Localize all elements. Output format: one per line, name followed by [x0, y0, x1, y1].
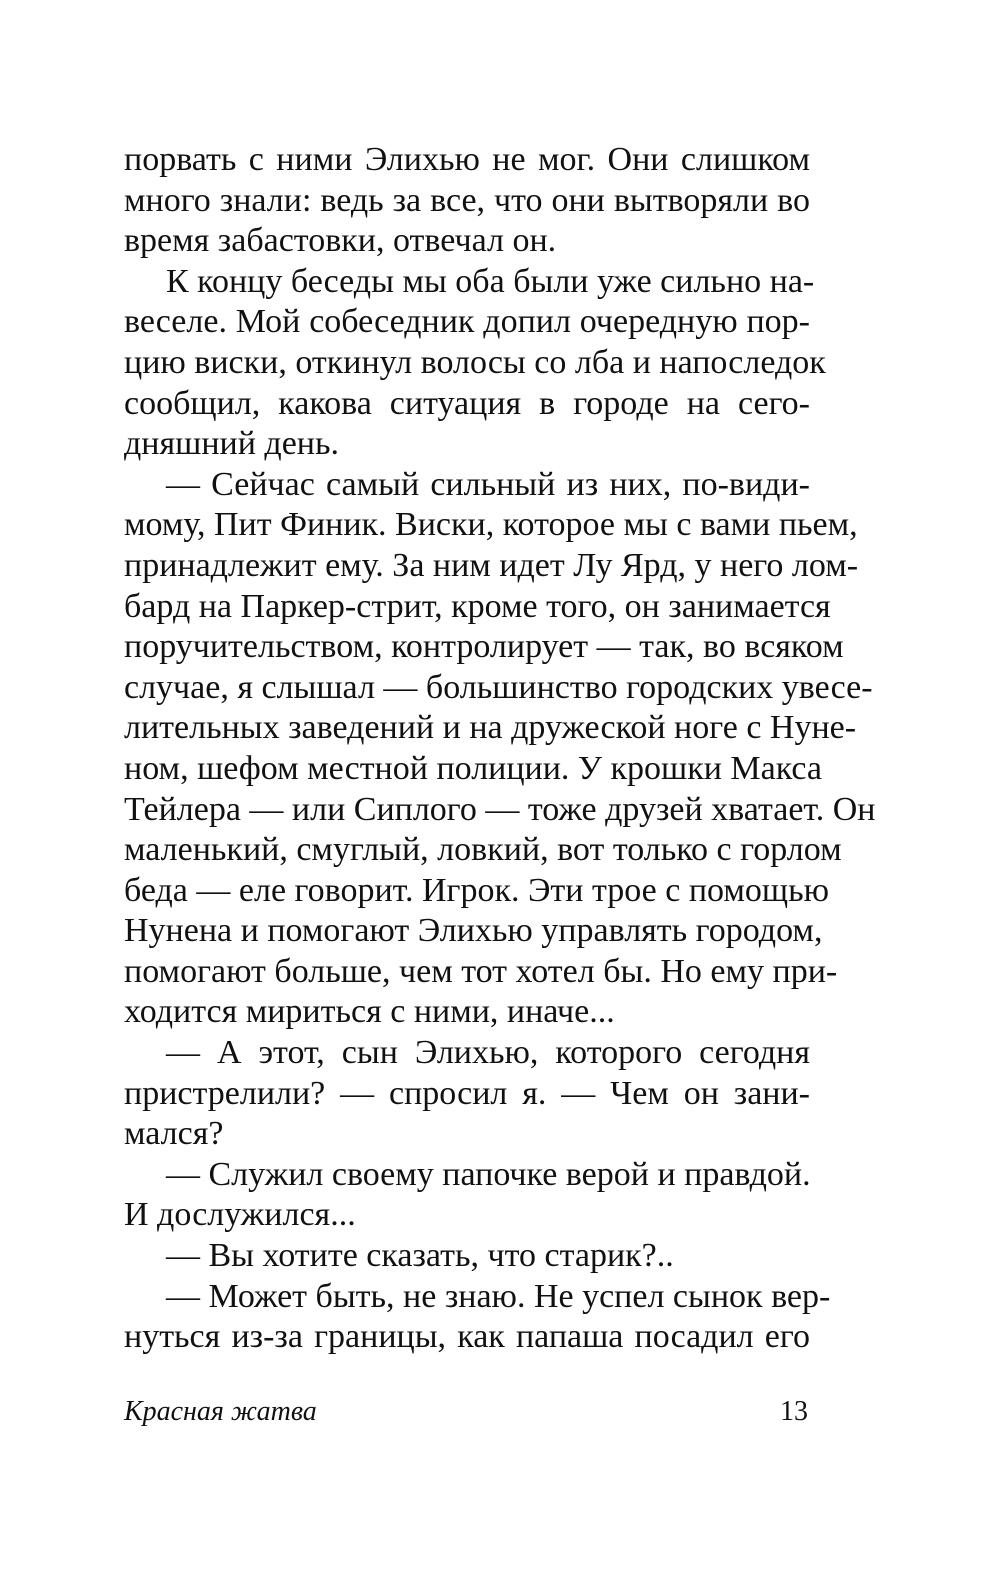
- text-line: цию виски, откинул волосы со лба и напоследок: [124, 343, 826, 381]
- text-line: нуться из-за границы, как папаша посадил его: [124, 1318, 810, 1356]
- text-line: поручительством, контролирует — так, во всяком: [124, 628, 844, 666]
- running-title: Красная жатва: [124, 1396, 317, 1427]
- text-line: ходится мириться с ними, иначе...: [124, 993, 615, 1031]
- text-line: мому, Пит Финик. Виски, которое мы с вами пьем,: [124, 506, 858, 544]
- text-line: лительных заведений и на дружеской ноге с Нуне-: [124, 709, 857, 747]
- text-line: много знали: ведь за все, что они вытворяли во: [124, 181, 810, 219]
- text-line: пристрелили? — спросил я. — Чем он зани-: [124, 1074, 810, 1112]
- page-body-text: [124, 140, 876, 1358]
- text-line: веселе. Мой собеседник допил очередную пор-: [124, 303, 810, 341]
- text-line: беда — еле говорит. Игрок. Эти трое с помощью: [124, 871, 829, 909]
- page-number: 13: [780, 1396, 808, 1427]
- text-line: помогают больше, чем тот хотел бы. Но ему при-: [124, 952, 838, 990]
- text-line: — Сейчас самый сильный из них, по-види-: [166, 465, 810, 503]
- text-line: Тейлера — или Сиплого — тоже друзей хватает. Он: [124, 790, 876, 828]
- text-line: мался?: [124, 1115, 224, 1153]
- text-line: время забастовки, отвечал он.: [124, 222, 557, 260]
- text-line: Нунена и помогают Элихью управлять городом,: [124, 912, 823, 950]
- page-footer: [124, 1392, 810, 1432]
- text-line: порвать с ними Элихью не мог. Они слишком: [124, 141, 810, 178]
- text-line: — Может быть, не знаю. Не успел сынок вер-: [166, 1277, 831, 1315]
- text-line: принадлежит ему. За ним идет Лу Ярд, у него лом-: [124, 546, 859, 584]
- text-line: — Вы хотите сказать, что старик?..: [166, 1237, 674, 1275]
- text-line: И дослужился...: [124, 1196, 356, 1234]
- text-line: дняшний день.: [124, 425, 339, 463]
- text-line: — Служил своему папочке верой и правдой.: [166, 1155, 811, 1193]
- text-line: К концу беседы мы оба были уже сильно на-: [166, 262, 815, 300]
- text-line: — А этот, сын Элихью, которого сегодня: [166, 1034, 810, 1072]
- text-line: случае, я слышал — большинство городских увесе-: [124, 668, 873, 706]
- text-line: ном, шефом местной полиции. У крошки Макса: [124, 749, 823, 787]
- text-line: сообщил, какова ситуация в городе на сего-: [124, 384, 810, 422]
- text-line: бард на Паркер-стрит, кроме того, он занимается: [124, 587, 831, 625]
- text-line: маленький, смуглый, ловкий, вот только с горлом: [124, 831, 842, 869]
